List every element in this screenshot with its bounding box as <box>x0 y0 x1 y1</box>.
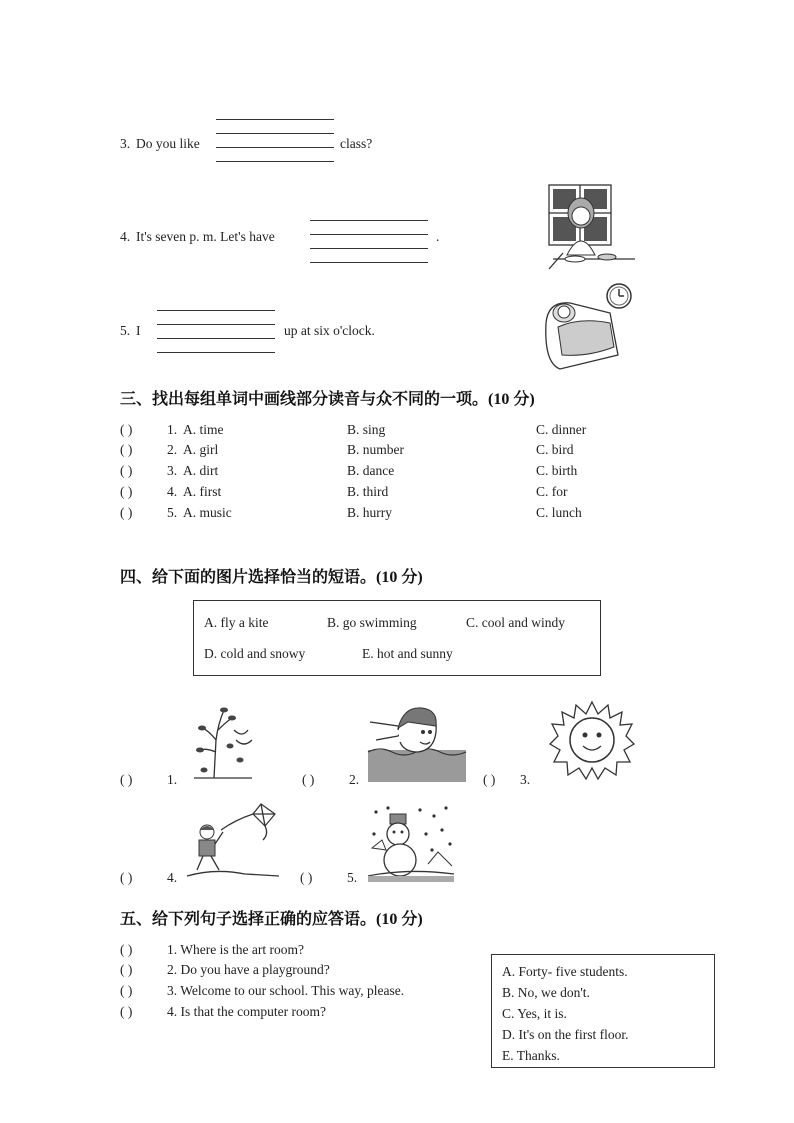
option-e: E. hot and sunny <box>362 646 453 661</box>
item-number: 3. <box>167 463 178 478</box>
option-d: D. cold and snowy <box>204 646 306 661</box>
option-a: A. girl <box>183 442 219 457</box>
item-number: 2. <box>167 442 178 457</box>
answer-paren[interactable]: ( ) <box>120 983 133 998</box>
option-b: B. dance <box>347 463 395 478</box>
option-c: C. cool and windy <box>466 615 565 630</box>
snowman-icon <box>368 804 454 882</box>
list-item <box>120 442 640 462</box>
option-c: C. dinner <box>536 422 587 437</box>
q3-text-before: Do you like <box>136 136 200 151</box>
question-text: 3. Welcome to our school. This way, please. <box>167 983 405 998</box>
option-a: A. fly a kite <box>204 615 269 630</box>
kite-boy-icon <box>185 800 281 882</box>
answer-paren[interactable]: ( ) <box>302 772 315 787</box>
list-item <box>120 422 640 442</box>
q5-text-after: up at six o'clock. <box>284 323 375 338</box>
q4-text-before: It's seven p. m. Let's have <box>136 229 275 244</box>
swimmer-icon <box>368 702 466 782</box>
answer-line[interactable] <box>157 310 275 311</box>
question-text: 1. Where is the art room? <box>167 942 304 957</box>
section5-heading <box>120 906 423 929</box>
list-item <box>120 484 640 504</box>
answer-line[interactable] <box>310 248 428 249</box>
answer-paren[interactable]: ( ) <box>483 772 496 787</box>
option-b: B. No, we don't. <box>502 985 590 1000</box>
option-c: C. Yes, it is. <box>502 1006 567 1021</box>
option-a: A. time <box>183 422 224 437</box>
answer-paren[interactable]: ( ) <box>120 962 133 977</box>
answer-paren[interactable]: ( ) <box>120 442 133 457</box>
section4-title: 四、给下面的图片选择恰当的短语。 <box>120 567 377 586</box>
section3-points: (10 分) <box>488 391 535 408</box>
item-number: 2. <box>349 772 360 787</box>
answer-paren[interactable]: ( ) <box>120 942 133 957</box>
list-item <box>120 463 640 483</box>
answer-paren[interactable]: ( ) <box>120 463 133 478</box>
section3-title: 三、找出每组单词中画线部分读音与众不同的一项。 <box>120 389 489 408</box>
option-b: B. third <box>347 484 389 499</box>
item-number: 4. <box>167 484 178 499</box>
item-number: 4. <box>167 870 178 885</box>
option-c: C. for <box>536 484 568 499</box>
option-b: B. sing <box>347 422 386 437</box>
option-c: C. bird <box>536 442 574 457</box>
option-b: B. go swimming <box>327 615 417 630</box>
answer-paren[interactable]: ( ) <box>120 772 133 787</box>
item-number: 1. <box>167 772 178 787</box>
section3-heading <box>120 386 535 409</box>
answer-paren[interactable]: ( ) <box>120 870 133 885</box>
item-number: 5. <box>347 870 358 885</box>
answer-paren[interactable]: ( ) <box>120 1004 133 1019</box>
answer-line[interactable] <box>157 352 275 353</box>
answer-line[interactable] <box>216 161 334 162</box>
option-a: A. first <box>183 484 222 499</box>
question-text: 4. Is that the computer room? <box>167 1004 326 1019</box>
item-number: 1. <box>167 422 178 437</box>
option-c: C. birth <box>536 463 578 478</box>
answer-line[interactable] <box>216 119 334 120</box>
option-d: D. It's on the first floor. <box>502 1027 629 1042</box>
option-b: B. hurry <box>347 505 392 520</box>
q3-number: 3. <box>120 136 131 151</box>
girl-dinner-icon <box>545 183 637 273</box>
section5-points: (10 分) <box>376 911 423 928</box>
answer-line[interactable] <box>157 338 275 339</box>
option-b: B. number <box>347 442 404 457</box>
q4-number: 4. <box>120 229 131 244</box>
answer-paren[interactable]: ( ) <box>300 870 313 885</box>
windy-tree-icon <box>190 700 256 780</box>
q4-text-after: . <box>436 229 440 244</box>
option-a: A. dirt <box>183 463 219 478</box>
list-item <box>120 505 640 525</box>
answer-paren[interactable]: ( ) <box>120 505 133 520</box>
q3-text-after: class? <box>340 136 373 151</box>
answer-line[interactable] <box>310 220 428 221</box>
response-options-box <box>491 954 715 1068</box>
sun-icon <box>550 700 634 780</box>
section4-points: (10 分) <box>376 569 423 586</box>
answer-line[interactable] <box>216 133 334 134</box>
item-number: 5. <box>167 505 178 520</box>
girl-bed-icon <box>540 283 640 373</box>
answer-line[interactable] <box>310 234 428 235</box>
answer-paren[interactable]: ( ) <box>120 484 133 499</box>
item-number: 3. <box>520 772 531 787</box>
q5-text-before: I <box>136 323 141 338</box>
option-e: E. Thanks. <box>502 1048 560 1063</box>
question-text: 2. Do you have a playground? <box>167 962 330 977</box>
phrase-options-box <box>193 600 601 676</box>
answer-line[interactable] <box>157 324 275 325</box>
option-a: A. music <box>183 505 232 520</box>
answer-line[interactable] <box>216 147 334 148</box>
q5-number: 5. <box>120 323 131 338</box>
answer-paren[interactable]: ( ) <box>120 422 133 437</box>
section4-heading <box>120 564 423 587</box>
section5-title: 五、给下列句子选择正确的应答语。 <box>120 909 377 928</box>
option-a: A. Forty- five students. <box>502 964 628 979</box>
answer-line[interactable] <box>310 262 428 263</box>
option-c: C. lunch <box>536 505 582 520</box>
